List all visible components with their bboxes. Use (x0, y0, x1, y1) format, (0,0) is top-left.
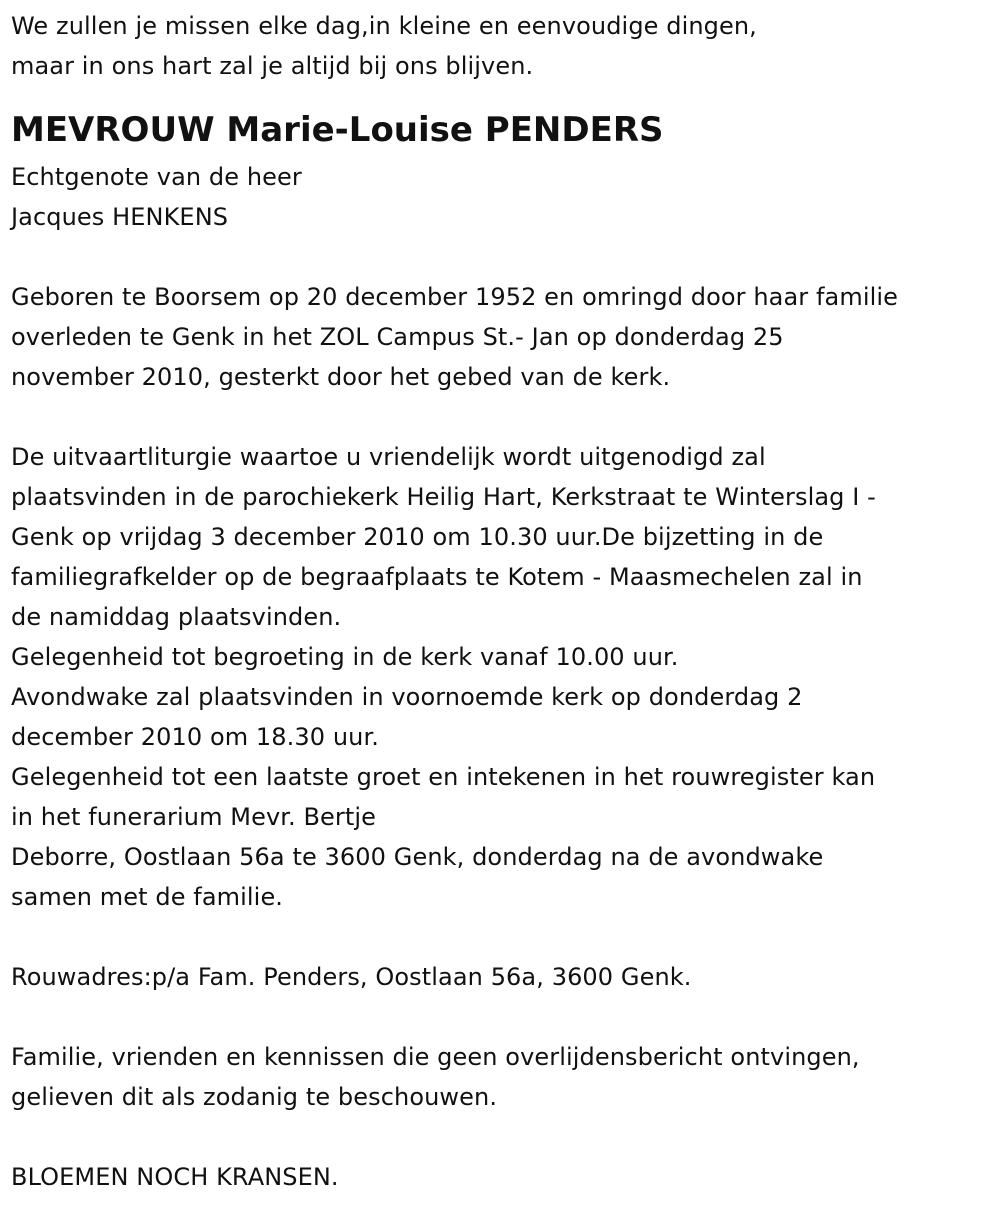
paragraph-gap (11, 397, 996, 437)
ceremony-line: de namiddag plaatsvinden. (11, 603, 342, 631)
paragraph-gap (11, 237, 996, 277)
notice-paragraph (11, 1037, 996, 1117)
ceremony-line: Genk op vrijdag 3 december 2010 om 10.30 uur.De bijzetting in de (11, 523, 824, 551)
intro-line: We zullen je missen elke dag,in kleine en eenvoudige dingen, (11, 12, 757, 40)
ceremony-line: Avondwake zal plaatsvinden in voornoemde kerk op donderdag 2 (11, 683, 803, 711)
birth-death-line: overleden te Genk in het ZOL Campus St.- Jan op donderdag 25 (11, 323, 784, 351)
intro-line: maar in ons hart zal je altijd bij ons blijven. (11, 52, 534, 80)
ceremony-line: Deborre, Oostlaan 56a te 3600 Genk, donderdag na de avondwake (11, 843, 824, 871)
ceremony-line: december 2010 om 18.30 uur. (11, 723, 379, 751)
ceremony-line: in het funerarium Mevr. Bertje (11, 803, 377, 831)
paragraph-gap (11, 1117, 996, 1157)
birth-death-line: Geboren te Boorsem op 20 december 1952 en omringd door haar familie (11, 283, 899, 311)
deceased-name: MEVROUW Marie-Louise PENDERS (11, 110, 664, 150)
spouse-block (11, 157, 996, 237)
spouse-line: Echtgenote van de heer (11, 163, 302, 191)
ceremony-paragraph (11, 437, 996, 917)
obituary-document (11, 0, 996, 1197)
paragraph-gap (11, 917, 996, 957)
mourning-address: Rouwadres:p/a Fam. Penders, Oostlaan 56a, 3600 Genk. (11, 963, 692, 991)
intro-poem (11, 6, 996, 86)
paragraph-gap (11, 997, 996, 1037)
ceremony-line: De uitvaartliturgie waartoe u vriendelijk wordt uitgenodigd zal (11, 443, 766, 471)
birth-death-paragraph (11, 277, 996, 397)
notice-line: Familie, vrienden en kennissen die geen overlijdensbericht ontvingen, (11, 1043, 860, 1071)
birth-death-line: november 2010, gesterkt door het gebed van de kerk. (11, 363, 671, 391)
spouse-line: Jacques HENKENS (11, 203, 229, 231)
ceremony-line: plaatsvinden in de parochiekerk Heilig Hart, Kerkstraat te Winterslag I - (11, 483, 876, 511)
notice-line: gelieven dit als zodanig te beschouwen. (11, 1083, 498, 1111)
closing-line: BLOEMEN NOCH KRANSEN. (11, 1163, 339, 1191)
ceremony-line: Gelegenheid tot begroeting in de kerk vanaf 10.00 uur. (11, 643, 679, 671)
ceremony-line: familiegrafkelder op de begraafplaats te Kotem - Maasmechelen zal in (11, 563, 863, 591)
ceremony-line: Gelegenheid tot een laatste groet en intekenen in het rouwregister kan (11, 763, 876, 791)
ceremony-line: samen met de familie. (11, 883, 284, 911)
